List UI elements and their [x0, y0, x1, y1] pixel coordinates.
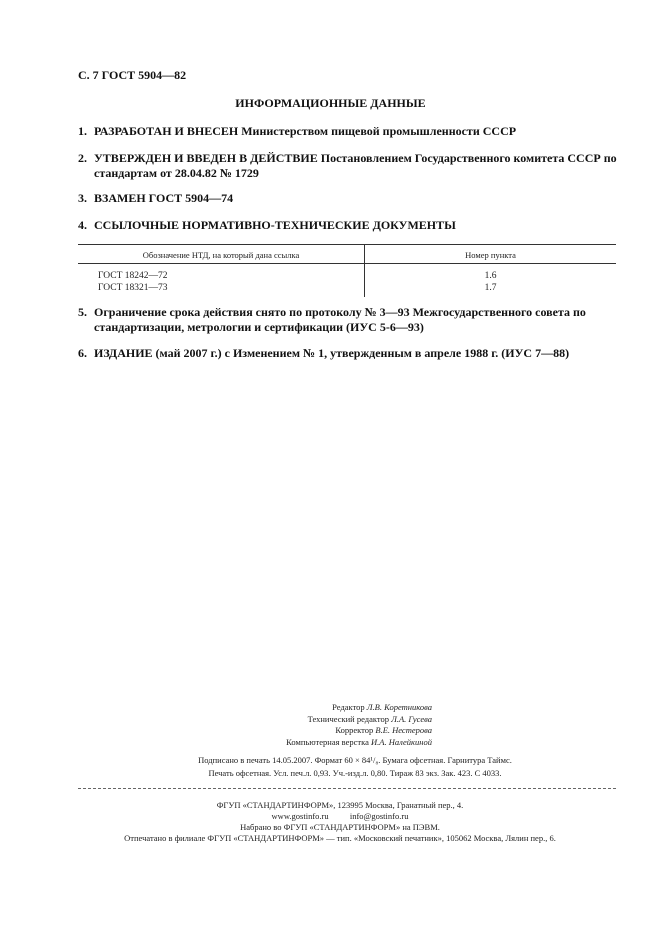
- cell-doc: ГОСТ 18321—73: [78, 282, 365, 297]
- credit-name: Л.В. Коретникова: [366, 702, 432, 712]
- item-lead: УТВЕРЖДЕН И ВВЕДЕН В ДЕЙСТВИЕ: [94, 151, 318, 165]
- item-text: Постановлением Государственного комитета СССР по стандартам от 28.04.82 № 1729: [94, 151, 617, 180]
- footer-line: Набрано во ФГУП «СТАНДАРТИНФОРМ» на ПЭВМ.: [240, 822, 440, 832]
- info-item-5: [78, 305, 618, 335]
- item-text: (май 2007 г.) с Изменением № 1, утвержденным в апреле 1988 г. (ИУС 7—88): [152, 346, 570, 360]
- credit-name: В.Е. Нестерова: [375, 725, 432, 735]
- col-header-point: Номер пункта: [365, 245, 617, 264]
- item-lead: ИЗДАНИЕ: [94, 346, 153, 360]
- item-lead: ВЗАМЕН ГОСТ 5904—74: [94, 191, 234, 205]
- print-info-line: Подписано в печать 14.05.2007. Формат 60 × 84¹/₈. Бумага офсетная. Гарнитура Таймс.: [198, 755, 512, 765]
- item-number: 6.: [78, 346, 87, 360]
- item-lead: РАЗРАБОТАН И ВНЕСЕН: [94, 124, 239, 138]
- item-number: 3.: [78, 191, 87, 205]
- credits-block: [200, 702, 432, 748]
- publisher-footer: [60, 800, 620, 844]
- item-text: Министерством пищевой промышленности СССР: [238, 124, 517, 138]
- info-item-1: [78, 124, 618, 139]
- item-number: 1.: [78, 124, 87, 138]
- info-item-3: [78, 191, 618, 206]
- cell-point: 1.7: [484, 283, 497, 293]
- footer-line: www.gostinfo.ru info@gostinfo.ru: [271, 811, 409, 821]
- col-header-doc: Обозначение НТД, на который дана ссылка: [78, 245, 365, 264]
- cell-point: 1.6: [484, 271, 497, 281]
- credit-role: Редактор: [332, 702, 365, 712]
- item-number: 2.: [78, 151, 87, 165]
- credit-role: Технический редактор: [307, 713, 389, 724]
- print-info: [150, 754, 560, 780]
- info-item-4: [78, 218, 618, 233]
- item-number: 5.: [78, 305, 87, 319]
- credit-name: Л.А. Гусева: [391, 713, 432, 724]
- credit-line: [200, 725, 432, 737]
- table-header-row: [78, 245, 616, 264]
- credit-line: [200, 714, 432, 726]
- footer-line: Отпечатано в филиале ФГУП «СТАНДАРТИНФОРМ» — тип. «Московский печатник», 105062 Москва, Лялин пер., 6.: [124, 833, 556, 843]
- cell-doc: ГОСТ 18242—72: [78, 264, 365, 283]
- item-number: 4.: [78, 218, 87, 232]
- credit-role: Корректор: [335, 725, 374, 735]
- info-item-6: [78, 346, 618, 361]
- item-text: Ограничение срока действия снято по протоколу № 3—93 Межгосударственного совета по стандартизации, метрологии и сертификации (ИУС 5-6—93): [94, 305, 586, 334]
- footer-line: ФГУП «СТАНДАРТИНФОРМ», 123995 Москва, Гранатный пер., 4.: [216, 800, 464, 810]
- credit-role: Компьютерная верстка: [286, 736, 369, 747]
- info-item-2: [78, 151, 618, 181]
- item-lead: ССЫЛОЧНЫЕ НОРМАТИВНО-ТЕХНИЧЕСКИЕ ДОКУМЕНТЫ: [94, 218, 456, 232]
- page-header: С. 7 ГОСТ 5904—82: [78, 68, 187, 82]
- credit-name: И.А. Налейкиной: [371, 736, 432, 747]
- print-info-line: Печать офсетная. Усл. печ.л. 0,93. Уч.-изд.л. 0,80. Тираж 83 экз. Зак. 423. С 4033.: [208, 768, 502, 778]
- reference-table: [78, 244, 616, 297]
- table-row: [78, 282, 616, 297]
- divider: [78, 788, 616, 789]
- table-row: [78, 264, 616, 283]
- credit-line: [200, 737, 432, 749]
- credit-line: [200, 702, 432, 714]
- section-title: ИНФОРМАЦИОННЫЕ ДАННЫЕ: [235, 96, 426, 110]
